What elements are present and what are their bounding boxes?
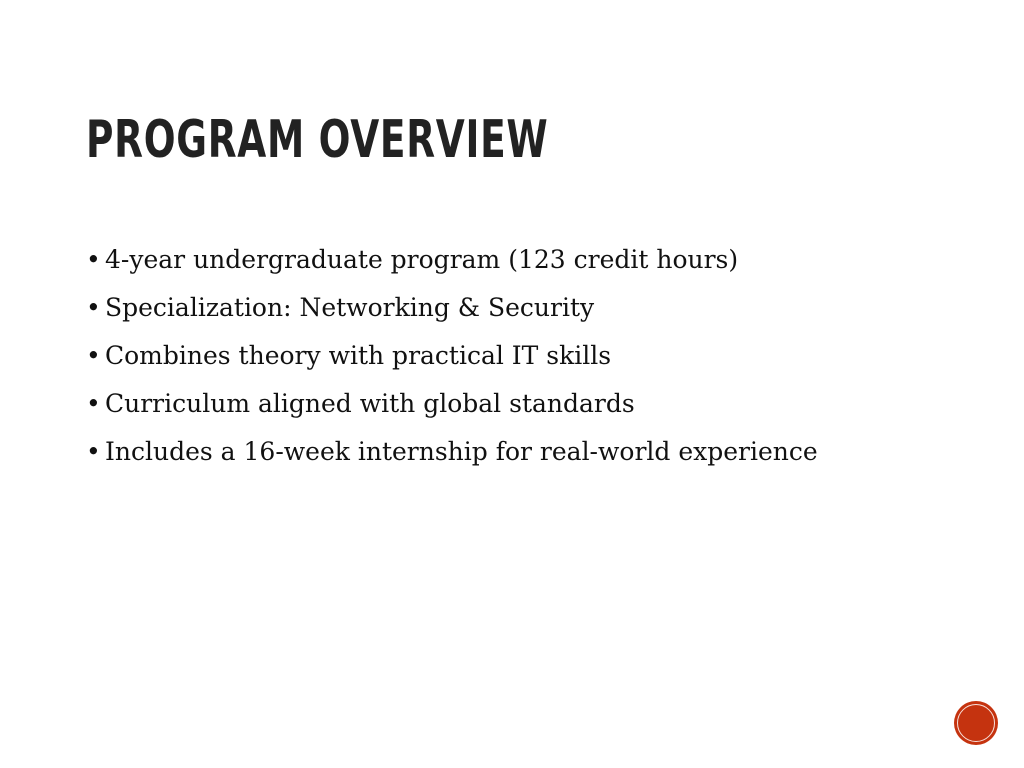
- bullet-text: Curriculum aligned with global standards: [105, 389, 635, 418]
- bullet-text: Combines theory with practical IT skills: [105, 341, 612, 370]
- bullet-item: [86, 380, 986, 428]
- bullet-mark: •: [86, 293, 101, 322]
- bullet-item: [86, 332, 986, 380]
- bullet-item: [86, 428, 986, 476]
- bullet-mark: •: [86, 341, 101, 370]
- bullet-list: [86, 236, 986, 476]
- slide-title: PROGRAM OVERVIEW: [86, 110, 549, 170]
- bullet-text: Includes a 16-week internship for real-world experience: [105, 437, 818, 466]
- bullet-mark: •: [86, 437, 101, 466]
- bullet-item: [86, 284, 986, 332]
- circle-badge-icon: [954, 701, 998, 745]
- bullet-item: [86, 236, 986, 284]
- bullet-mark: •: [86, 245, 101, 274]
- bullet-text: Specialization: Networking & Security: [105, 293, 595, 322]
- bullet-mark: •: [86, 389, 101, 418]
- bullet-text: 4-year undergraduate program (123 credit hours): [105, 245, 739, 274]
